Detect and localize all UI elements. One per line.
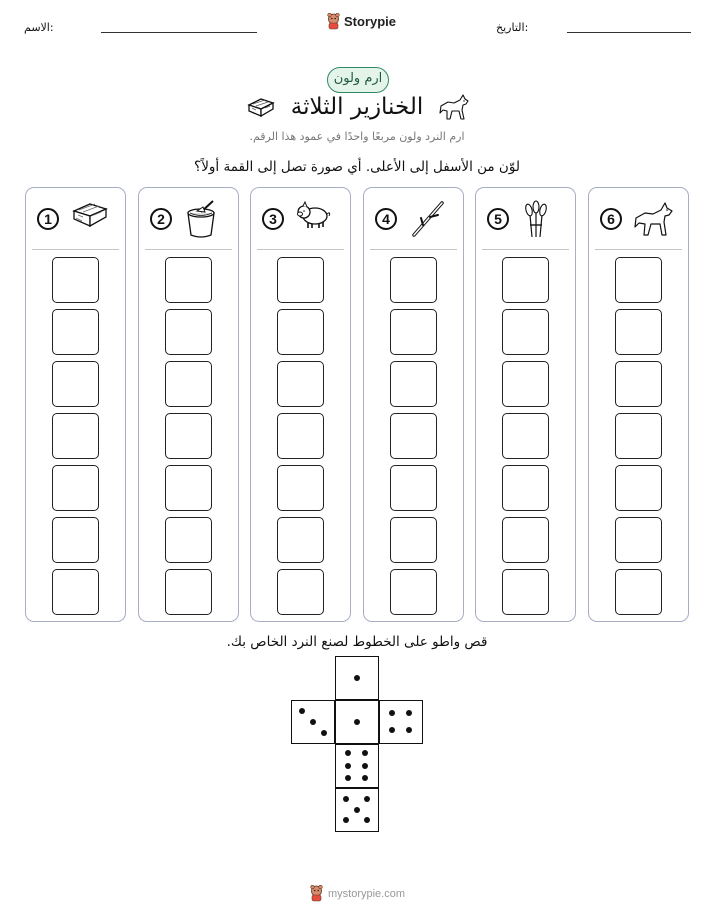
die-pip xyxy=(354,719,360,725)
color-square[interactable] xyxy=(165,465,212,511)
color-square[interactable] xyxy=(615,309,662,355)
page-title: الخنازير الثلاثة xyxy=(290,94,424,120)
color-square[interactable] xyxy=(52,309,99,355)
dice-column-6 xyxy=(588,187,689,622)
color-square[interactable] xyxy=(615,569,662,615)
column-number: 3 xyxy=(262,208,284,230)
title-wolf-icon xyxy=(438,92,470,126)
footer-url: mystorypie.com xyxy=(328,887,406,900)
die-pip xyxy=(362,763,368,769)
die-pip xyxy=(321,730,327,736)
die-face xyxy=(291,700,335,744)
column-number: 4 xyxy=(375,208,397,230)
color-square[interactable] xyxy=(502,413,549,459)
column-number: 6 xyxy=(600,208,622,230)
die-pip xyxy=(310,719,316,725)
color-square[interactable] xyxy=(52,413,99,459)
die-pip xyxy=(389,710,395,716)
color-square[interactable] xyxy=(502,361,549,407)
column-separator xyxy=(595,249,682,250)
die-pip xyxy=(343,796,349,802)
die-pip xyxy=(389,727,395,733)
mortar-bucket-icon xyxy=(183,199,219,243)
die-pip xyxy=(345,763,351,769)
color-square[interactable] xyxy=(390,465,437,511)
color-square[interactable] xyxy=(165,309,212,355)
hay-bale-icon xyxy=(70,199,110,233)
die-pip xyxy=(345,775,351,781)
die-face xyxy=(379,700,423,744)
color-square[interactable] xyxy=(52,465,99,511)
die-pip xyxy=(354,675,360,681)
dice-column-1 xyxy=(25,187,126,622)
color-square[interactable] xyxy=(277,309,324,355)
column-number: 2 xyxy=(150,208,172,230)
color-square[interactable] xyxy=(165,413,212,459)
die-face xyxy=(335,788,379,832)
die-pip xyxy=(406,710,412,716)
instruction: لوّن من الأسفل إلى الأعلى. أي صورة تصل إلى القمة أولاً؟ xyxy=(194,159,520,175)
wheat-icon xyxy=(520,199,552,243)
die-pip xyxy=(345,750,351,756)
color-square[interactable] xyxy=(502,517,549,563)
date-line[interactable] xyxy=(567,32,691,33)
title-hay-icon xyxy=(246,96,276,122)
color-square[interactable] xyxy=(390,517,437,563)
color-square[interactable] xyxy=(615,465,662,511)
color-square[interactable] xyxy=(502,569,549,615)
die-face xyxy=(335,744,379,788)
storypie-mascot-icon xyxy=(326,13,341,30)
color-square[interactable] xyxy=(52,517,99,563)
color-square[interactable] xyxy=(165,361,212,407)
color-square[interactable] xyxy=(165,257,212,303)
color-square[interactable] xyxy=(52,361,99,407)
column-separator xyxy=(32,249,119,250)
column-separator xyxy=(370,249,457,250)
stick-icon xyxy=(408,199,448,243)
die-face xyxy=(335,656,379,700)
color-square[interactable] xyxy=(165,517,212,563)
wolf-icon xyxy=(633,199,675,243)
name-line[interactable] xyxy=(101,32,257,33)
color-square[interactable] xyxy=(277,413,324,459)
die-pip xyxy=(362,750,368,756)
subtitle: ارم النرد ولون مربعًا واحدًا في عمود هذا الرقم. xyxy=(249,130,465,143)
cut-instruction: قص واطو على الخطوط لصنع النرد الخاص بك. xyxy=(226,634,488,650)
color-square[interactable] xyxy=(390,569,437,615)
color-square[interactable] xyxy=(502,465,549,511)
die-pip xyxy=(364,796,370,802)
pig-icon xyxy=(295,199,333,235)
game-type-badge: ارم ولون xyxy=(327,67,389,93)
color-square[interactable] xyxy=(390,257,437,303)
color-square[interactable] xyxy=(277,517,324,563)
dice-column-3 xyxy=(250,187,351,622)
footer xyxy=(309,885,405,902)
column-separator xyxy=(482,249,569,250)
die-pip xyxy=(364,817,370,823)
color-square[interactable] xyxy=(52,569,99,615)
color-square[interactable] xyxy=(390,361,437,407)
logo-text: Storypie xyxy=(344,14,397,29)
column-number: 5 xyxy=(487,208,509,230)
die-pip xyxy=(406,727,412,733)
color-square[interactable] xyxy=(390,413,437,459)
die-pip xyxy=(362,775,368,781)
color-square[interactable] xyxy=(390,309,437,355)
name-label: الاسم: xyxy=(24,21,54,34)
die-face xyxy=(335,700,379,744)
color-square[interactable] xyxy=(277,361,324,407)
color-square[interactable] xyxy=(165,569,212,615)
color-square[interactable] xyxy=(277,569,324,615)
die-pip xyxy=(354,807,360,813)
dice-column-2 xyxy=(138,187,239,622)
color-square[interactable] xyxy=(277,465,324,511)
column-number: 1 xyxy=(37,208,59,230)
die-pip xyxy=(299,708,305,714)
color-square[interactable] xyxy=(615,413,662,459)
dice-column-4 xyxy=(363,187,464,622)
color-square[interactable] xyxy=(502,309,549,355)
date-label: التاريخ: xyxy=(496,21,529,34)
color-square[interactable] xyxy=(615,257,662,303)
color-square[interactable] xyxy=(615,361,662,407)
color-square[interactable] xyxy=(502,257,549,303)
column-separator xyxy=(145,249,232,250)
die-pip xyxy=(343,817,349,823)
color-square[interactable] xyxy=(277,257,324,303)
dice-column-5 xyxy=(475,187,576,622)
color-square[interactable] xyxy=(52,257,99,303)
logo xyxy=(326,13,396,30)
column-separator xyxy=(257,249,344,250)
color-square[interactable] xyxy=(615,517,662,563)
storypie-mascot-footer-icon xyxy=(309,885,324,902)
